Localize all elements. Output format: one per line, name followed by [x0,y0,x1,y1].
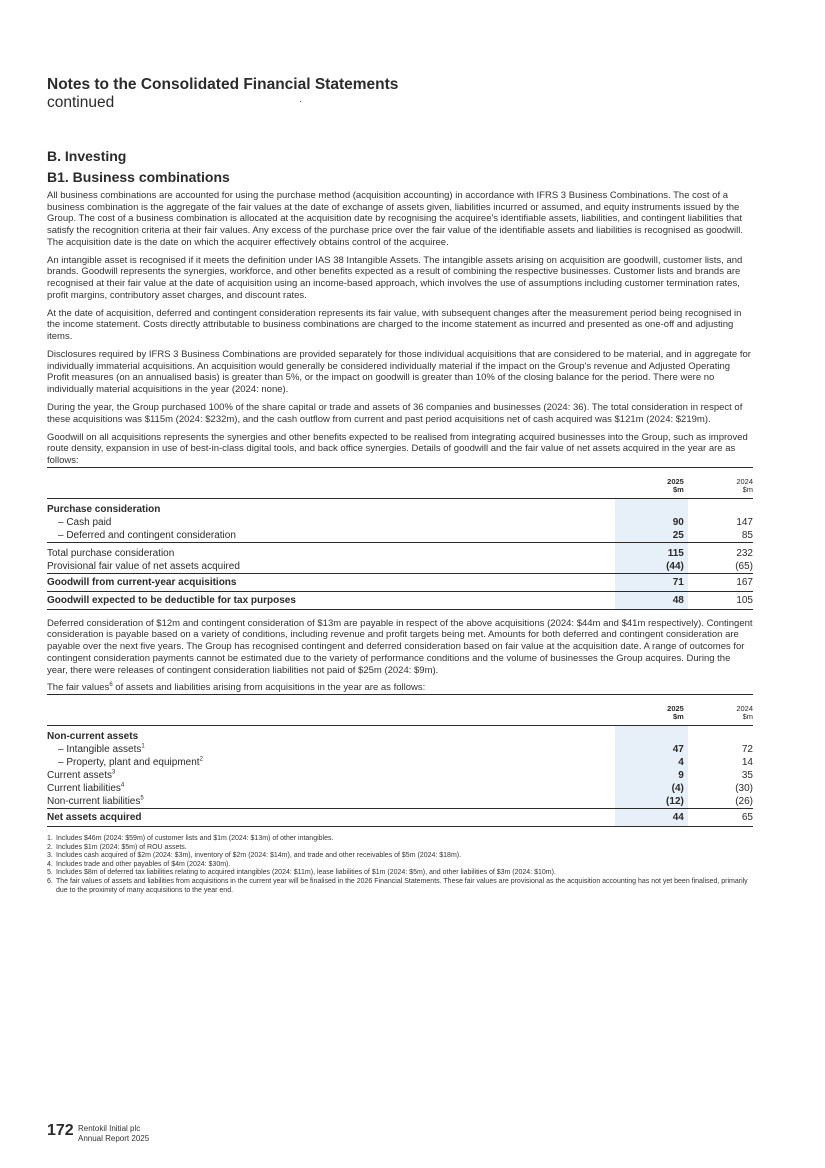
table-section-row: Non-current assets [47,726,753,744]
col-2025-header: 2025 $m [615,695,688,726]
table-row: Total purchase consideration 115 232 [47,542,753,560]
footnote: 2. Includes $1m (2024: $5m) of ROU assets. [47,843,187,851]
table-row: – Cash paid 90 147 [58,516,753,528]
goodwill-table [47,467,753,610]
table-row: Net assets acquired 44 65 [47,809,753,827]
footer-company: Rentokil Initial plc Annual Report 2025 [78,1124,150,1143]
col-2024-header: 2024 $m [688,467,753,498]
table-row: – Property, plant and equipment$^2$ 4 14 [58,756,753,769]
page-subtitle: continued [47,94,115,111]
table-row: Non-current liabilities$^5$ (12) (26) [47,795,753,808]
page-title: Notes to the Consolidated Financial Statements [47,76,399,93]
footnote: 1. Includes $46m (2024: $59m) of customer lists and $1m (2024: $13m) of other intangibles. [47,835,334,843]
footnote: 6. The fair values of assets and liabilities from acquisitions in the current year will be finalised in the 2026 Financial Statements. These fair values are provisional as the acquisition accounting has not yet been finalised, primarily due to the proximity of many acquisitions to the year end. [47,878,748,894]
paragraph: Goodwill on all acquisitions represents the synergies and other benefits expected to be realised from integrating acquired businesses into the Group, such as improved route density, expansion in use of best-in-class digital tools, and back office synergies. Details of goodwill and the fair value of net assets acquired in the year are as follows: [47,431,748,466]
footnote: 3. Includes cash acquired of $2m (2024: $3m), inventory of $2m (2024: $14m), and trade and other receivables of $5m (2024: $18m). [47,852,462,860]
paragraph: The fair values$^6$ of assets and liabilities arising from acquisitions in the year are as follows: [47,682,426,694]
subsection-title: B1. Business combinations [47,169,230,185]
paragraph: During the year, the Group purchased 100% of the share capital or trade and assets of 36 companies and businesses (2024: 36). The total consideration in respect of these acquisitions was $115m (2024: $232m), and the cash outflow from current and past period acquisitions net of cash acquired was $121m (2024: $219m). [47,402,743,425]
paragraph: All business combinations are accounted for using the purchase method (acquisition accounting) in accordance with IFRS 3 Business Combinations. The cost of a business combination is the aggregate of the fair values at the date of exchange of assets given, liabilities incurred or assumed, and equity instruments issued by the Group. The cost of a business combination is allocated at the acquisition date by recognising the acquiree's identifiable assets, liabilities, and contingent liabilities that satisfy the recognition criteria at their fair values. Any excess of the purchase price over the fair value of the identifiable assets and liabilities is recognised as goodwill. The acquisition date is the date on which the acquirer effectively obtains control of the acquiree. [47,190,743,248]
table-row: Current liabilities$^4$ (4) (30) [47,782,753,795]
footnote: 5. Includes $8m of deferred tax liabilities relating to acquired intangibles (2024: $11m), lease liabilities of $1m (2024: $5m), and other liabilities of $3m (2024: $10m). [47,869,556,877]
fair-value-table [47,694,753,827]
col-2024-header: 2024 $m [688,695,753,726]
paragraph: Disclosures required by IFRS 3 Business Combinations are provided separately for those individual acquisitions that are considered to be material, and in aggregate for individually immaterial acquisitions. An acquisition would generally be considered individually material if the impact on the Group's revenue and Adjusted Operating Profit measures (on an annualised basis) is greater than 5%, or the impact on goodwill is greater than 10% of the closing balance for the period. There were no individually material acquisitions in the year (2024: none). [47,349,751,396]
table-header-row [47,467,753,498]
table-row: – Intangible assets$^1$ 47 72 [58,743,753,756]
table-row: – Deferred and contingent consideration 25 85 [58,529,753,541]
paragraph: An intangible asset is recognised if it meets the definition under IAS 38 Intangible Assets. The intangible assets arising on acquisition are goodwill, customer lists, and brands. Goodwill represents the synergies, workforce, and other benefits expected as a result of combining the respective businesses. Customer lists and brands are recognised at their fair value at the date of acquisition using an income-based approach, which involves the use of assumptions including customer termination rates, profit margins, contributory asset charges, and discount rates. [47,254,743,301]
paragraph: Deferred consideration of $12m and contingent consideration of $13m are payable in respect of the above acquisitions (2024: $44m and $41m respectively). Contingent consideration is payable based on a variety of conditions, including revenue and profit targets being met. Amounts for both deferred and contingent consideration are payable over the next five years. The Group has recognised contingent and deferred consideration based on fair value at the acquisition date. A range of outcomes for contingent consideration payments cannot be estimated due to the variety of performance conditions and the volume of businesses the Group acquires. During the year, there were releases of contingent consideration liabilities not paid of $25m (2024: $9m). [47,617,753,676]
table-row: Goodwill from current-year acquisitions 71 167 [47,573,753,591]
table-row: Current assets$^3$ 9 35 [47,769,753,782]
table-section-row: Purchase consideration [47,498,753,516]
body-text [47,190,753,895]
col-2025-header: 2025 $m [615,467,688,498]
page-number: 172 [47,1122,74,1139]
stray-dot [300,101,301,102]
table-header-row [47,695,753,726]
table-row: Provisional fair value of net assets acquired (44) (65) [47,560,753,572]
paragraph: At the date of acquisition, deferred and contingent consideration represents its fair value, with subsequent changes after the measurement period being recognised in the income statement. Costs directly attributable to business combinations are charged to the income statement as incurred and presented as one-off and adjusting items. [47,307,742,343]
section-title: B. Investing [47,148,127,164]
footnote: 4. Includes trade and other payables of $4m (2024: $30m). [47,860,231,868]
table-row: Goodwill expected to be deductible for tax purposes 48 105 [47,591,753,609]
footnotes [47,835,753,895]
